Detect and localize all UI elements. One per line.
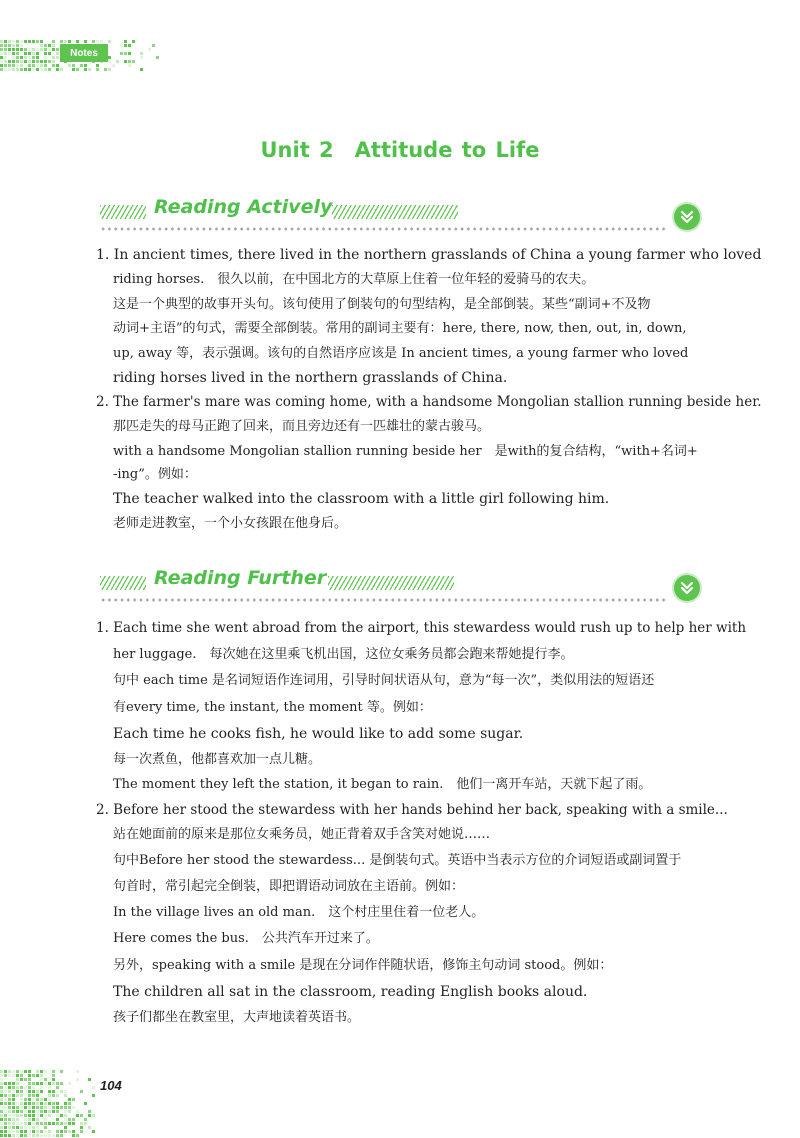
chevron-down-double-icon: [674, 575, 700, 601]
paragraph-line: The teacher walked into the classroom with a little girl following him.: [113, 491, 610, 507]
section-title: Reading Further: [154, 567, 327, 589]
paragraph-line: 有every time, the instant, the moment 等。例如：: [113, 700, 432, 715]
paragraph-line: 句中Before her stood the stewardess... 是倒装句式。英语中当表示方位的介词短语或副词置于: [113, 853, 682, 868]
page-number: 104: [100, 1078, 122, 1093]
paragraph-line: -ing”。例如：: [113, 467, 197, 482]
dotted-divider: [100, 598, 668, 602]
paragraph-line: Here comes the bus. 公共汽车开过来了。: [113, 931, 379, 946]
paragraph-line: In the village lives an old man. 这个村庄里住着一位老人。: [113, 905, 485, 920]
paragraph-line: 2. Before her stood the stewardess with her hands behind her back, speaking with a smile...: [96, 802, 728, 818]
paragraph-line: 每一次煮鱼，他都喜欢加一点儿糖。: [113, 752, 322, 767]
paragraph-line: 1. Each time she went abroad from the airport, this stewardess would rush up to help her with: [96, 620, 747, 636]
hatch-decoration: [328, 576, 454, 590]
paragraph-line: 另外，speaking with a smile 是现在分词作伴随状语，修饰主句动词 stood。例如：: [113, 958, 613, 973]
paragraph-line: 1. In ancient times, there lived in the northern grasslands of China a young farmer who loved: [96, 247, 762, 263]
paragraph-line: The children all sat in the classroom, reading English books aloud.: [113, 984, 588, 1000]
pixel-decoration-bottom: [0, 1070, 96, 1138]
paragraph-line: 孩子们都坐在教室里，大声地读着英语书。: [113, 1010, 361, 1025]
paragraph-line: 老师走进教室，一个小女孩跟在他身后。: [113, 516, 348, 531]
paragraph-line: 句中 each time 是名词短语作连词用，引导时间状语从句，意为“每一次”，类似用法的短语还: [113, 673, 655, 688]
paragraph-line: 动词+主语”的句式，需要全部倒装。常用的副词主要有：here, there, now, then, out, in, down,: [113, 321, 687, 336]
section-title: Reading Actively: [154, 196, 333, 218]
paragraph-line: 这是一个典型的故事开头句。该句使用了倒装句的句型结构，是全部倒装。某些“副词+不及物: [113, 297, 651, 312]
section-header-reading-actively: [100, 196, 706, 241]
section-header-reading-further: [100, 567, 706, 612]
paragraph-line: 2. The farmer's mare was coming home, with a handsome Mongolian stallion running beside her.: [96, 394, 762, 410]
paragraph-line: 那匹走失的母马正跑了回来，而且旁边还有一匹雄壮的蒙古骏马。: [113, 419, 491, 434]
paragraph-line: her luggage. 每次她在这里乘飞机出国，这位女乘务员都会跑来帮她提行李。: [113, 647, 574, 662]
paragraph-line: riding horses. 很久以前，在中国北方的大草原上住着一位年轻的爱骑马的农夫。: [113, 272, 595, 287]
hatch-decoration: [100, 576, 146, 590]
paragraph-line: The moment they left the station, it began to rain. 他们一离开车站，天就下起了雨。: [113, 777, 652, 792]
paragraph-line: riding horses lived in the northern grasslands of China.: [113, 370, 508, 386]
dotted-divider: [100, 227, 668, 231]
hatch-decoration: [100, 205, 146, 219]
hatch-decoration: [332, 205, 458, 219]
paragraph-line: up, away 等，表示强调。该句的自然语序应该是 In ancient times, a young farmer who loved: [113, 346, 689, 361]
paragraph-line: 句首时，常引起完全倒装，即把谓语动词放在主语前。例如：: [113, 879, 465, 894]
notes-tag: Notes: [60, 44, 108, 62]
paragraph-line: 站在她面前的原来是那位女乘务员，她正背着双手含笑对她说……: [113, 827, 491, 842]
chevron-down-double-icon: [674, 204, 700, 230]
paragraph-line: with a handsome Mongolian stallion running beside her 是with的复合结构，“with+名词+: [113, 444, 698, 459]
unit-title: Unit 2 Attitude to Life: [260, 138, 540, 162]
paragraph-line: Each time he cooks fish, he would like to add some sugar.: [113, 726, 524, 742]
